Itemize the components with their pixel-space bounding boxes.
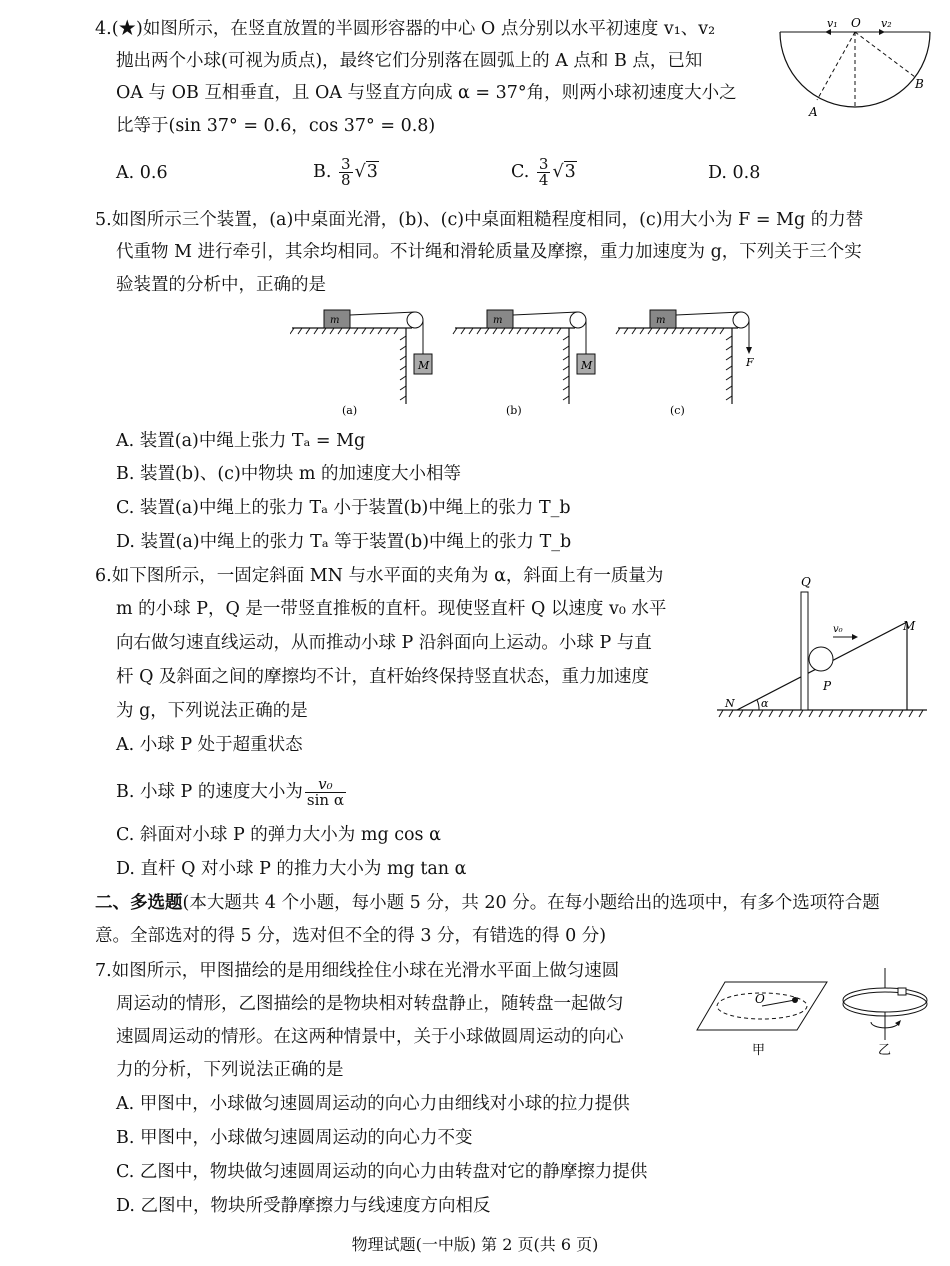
q7-figure-jia [697,982,827,1030]
q4-option-c-radicand: 3 [564,162,576,182]
q6-fig-label-p: P [823,679,832,693]
q4-option-b-numerator: 3 [341,155,351,173]
q7-option-a: A. 甲图中，小球做匀速圆周运动的向心力由细线对小球的拉力提供 [116,1094,630,1114]
q6-option-b [116,772,348,812]
q4-option-b-radicand: 3 [366,162,378,182]
q5-fig-label-big-m-b: M [581,359,593,372]
q7-stem-line-1: 7.如图所示，甲图描绘的是用细线拴住小球在光滑水平面上做匀速圆 [95,961,620,981]
q6-fig-label-n: N [725,697,735,710]
q6-option-b-fraction [305,777,346,808]
q7-option-c: C. 乙图中，物块做匀速圆周运动的向心力由转盘对它的静摩擦力提供 [116,1162,648,1182]
q5-option-d: D. 装置(a)中绳上的张力 Tₐ 等于装置(b)中绳上的张力 T_b [116,532,572,552]
q5-apparatus-b [453,310,595,404]
q4-fig-label-a: A [809,105,818,119]
q7-stem-line-4: 力的分析，下列说法正确的是 [116,1060,344,1080]
q6-option-d: D. 直杆 Q 对小球 P 的推力大小为 mg tan α [116,859,467,879]
q7-figure-yi [843,968,927,1040]
q4-stem-line-2: 抛出两个小球(可视为质点)，最终它们分别落在圆弧上的 A 点和 B 点，已知 [116,51,703,71]
q4-option-d: D. 0.8 [708,163,761,183]
q6-option-c: C. 斜面对小球 P 的弹力大小为 mg cos α [116,825,441,845]
q6-stem-line-3: 向右做匀速直线运动，从而推动小球 P 沿斜面向上运动。小球 P 与直 [116,633,652,653]
q5-stem-line-1: 5.如图所示三个装置，(a)中桌面光滑，(b)、(c)中桌面粗糙程度相同，(c)用大小为 F = Mg 的力替 [95,210,864,230]
q4-fig-label-o: O [851,16,861,30]
q6-stem-line-5: 为 g，下列说法正确的是 [116,701,308,721]
q7-fig-label-o: O [755,992,765,1006]
q4-option-b-prefix: B. [313,162,332,182]
q6-fig-label-q: Q [801,575,811,589]
q5-fig-label-m-a: m [330,315,340,326]
q7-option-d: D. 乙图中，物块所受静摩擦力与线速度方向相反 [116,1196,491,1216]
q7-option-b: B. 甲图中，小球做匀速圆周运动的向心力不变 [116,1128,473,1148]
q5-fig-label-m-b: m [493,315,503,326]
q5-fig-caption-a: (a) [342,404,358,417]
q5-fig-caption-c: (c) [670,404,685,417]
q4-option-c-numerator: 3 [538,155,549,173]
q5-apparatus-c [616,310,752,404]
q7-stem-line-3: 速圆周运动的情形。在这两种情景中，关于小球做圆周运动的向心 [116,1027,624,1047]
q6-stem-line-1: 6.如下图所示，一固定斜面 MN 与水平面的夹角为 α，斜面上有一质量为 [95,566,664,586]
q6-fig-label-m: M [903,619,916,633]
q4-option-c: C. $\frac{3}{4}$ √3 [511,155,576,189]
q6-fig-label-v0: v₀ [833,624,843,635]
q4-option-b: B. $\frac{3}{8}$ √3 [313,155,378,189]
q5-stem-line-2: 代重物 M 进行牵引，其余均相同。不计绳和滑轮质量及摩擦，重力加速度为 g，下列关于三个实 [116,242,862,262]
section-2-description-2: 意。全部选对的得 5 分，选对但不全的得 3 分，有错选的得 0 分) [95,926,607,946]
q4-option-b-denominator: 8 [341,171,351,189]
q5-option-a: A. 装置(a)中绳上张力 Tₐ = Mg [116,431,366,451]
q6-stem-line-2: m 的小球 P，Q 是一带竖直推板的直杆。现使竖直杆 Q 以速度 v₀ 水平 [116,599,667,619]
q6-option-b-numerator: v₀ [305,777,346,793]
q5-fig-caption-b: (b) [506,404,522,417]
section-2-title: 二、多选题 [95,893,183,913]
q4-stem-line-1: 4.(★)如图所示，在竖直放置的半圆形容器的中心 O 点分别以水平初速度 v₁、v₂ [95,19,716,39]
q7-circular-motion-figure [695,960,935,1065]
q4-fig-label-v1: v₁ [827,17,838,30]
q5-apparatus-figure [290,302,770,420]
q6-incline-figure [715,570,930,720]
q6-option-b-prefix: B. 小球 P 的速度大小为 [116,782,303,802]
q5-option-c: C. 装置(a)中绳上的张力 Tₐ 小于装置(b)中绳上的张力 T_b [116,498,571,518]
q4-option-b-fraction [339,157,353,188]
q5-option-b: B. 装置(b)、(c)中物块 m 的加速度大小相等 [116,464,462,484]
q5-stem-line-3: 验装置的分析中，正确的是 [116,275,326,295]
q5-apparatus-a [290,310,432,404]
q7-stem-line-2: 周运动的情形，乙图描绘的是物块相对转盘静止，随转盘一起做匀 [116,994,624,1014]
section-2-description-1: (本大题共 4 个小题，每小题 5 分，共 20 分。在每小题给出的选项中，有多个选项符合题 [182,893,880,913]
q4-option-c-denominator: 4 [538,171,549,189]
q6-option-a: A. 小球 P 处于超重状态 [116,735,303,755]
q4-semicircle-figure [775,12,935,127]
q4-stem-line-3: OA 与 OB 互相垂直，且 OA 与竖直方向成 α = 37°角，则两小球初速度大小之 [116,83,737,103]
q5-fig-label-big-m-a: M [418,359,430,372]
q4-fig-label-v2: v₂ [881,17,892,30]
q7-fig-label-yi: 乙 [878,1043,892,1058]
q4-option-c-prefix: C. [511,162,530,182]
section-2-header [95,890,880,916]
q6-fig-label-alpha: α [761,697,769,710]
q4-option-a: A. 0.6 [116,163,168,183]
q6-stem-line-4: 杆 Q 及斜面之间的摩擦均不计，直杆始终保持竖直状态，重力加速度 [116,667,649,687]
q4-fig-label-b: B [915,77,924,91]
page-footer: 物理试题(一中版) 第 2 页(共 6 页) [351,1235,599,1254]
q6-option-b-denominator: sin α [306,791,344,809]
q4-stem-line-4: 比等于(sin 37° = 0.6，cos 37° = 0.8) [116,116,436,136]
q4-option-c-fraction [537,157,551,188]
q5-fig-label-f: F [746,356,754,369]
q5-fig-label-m-c: m [656,315,666,326]
q7-fig-label-jia: 甲 [752,1043,766,1058]
